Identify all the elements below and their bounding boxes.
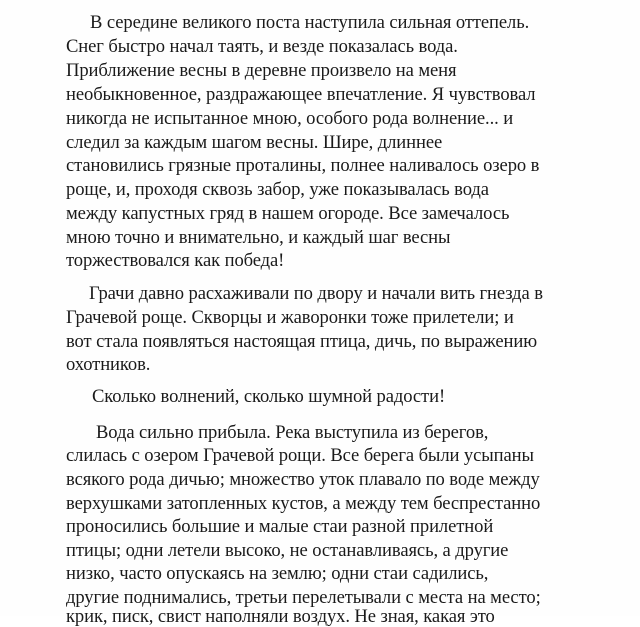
text-line: необыкновенное, раздражающее впечатление. Я чувствовал (66, 84, 536, 105)
text-line: роще, и, проходя сквозь забор, уже показывалась вода (66, 179, 489, 200)
text-line: становились грязные проталины, полнее наливалось озеро в (66, 155, 540, 176)
text-line: вот стала появляться настоящая птица, дичь, по выражению (66, 331, 537, 352)
text-line: следил за каждым шагом весны. Шире, длиннее (66, 132, 443, 153)
text-line: В середине великого поста наступила сильная оттепель. (90, 12, 530, 33)
text-line: Сколько волнений, сколько шумной радости! (92, 386, 446, 407)
text-line: охотников. (66, 354, 151, 375)
text-line: торжествовался как победа! (66, 250, 285, 271)
text-line: слилась с озером Грачевой рощи. Все берега были усыпаны (66, 445, 534, 466)
text-line: птицы; одни летели высоко, не останавливаясь, а другие (66, 540, 509, 561)
text-line: между капустных гряд в нашем огороде. Все замечалось (66, 203, 510, 224)
text-line: проносились большие и малые стаи разной прилетной (66, 516, 494, 537)
text-line: Грачевой роще. Скворцы и жаворонки тоже прилетели; и (66, 307, 514, 328)
text-line: Приближение весны в деревне произвело на меня (66, 60, 457, 81)
text-line: другие поднимались, третьи перелетывали с места на место; (66, 587, 541, 608)
text-line: Вода сильно прибыла. Река выступила из берегов, (96, 422, 489, 443)
text-line: верхушками затопленных кустов, а между тем беспрестанно (66, 493, 541, 514)
text-line: Снег быстро начал таять, и везде показалась вода. (66, 36, 458, 57)
text-line: мною точно и внимательно, и каждый шаг весны (66, 227, 451, 248)
text-line: никогда не испытанное мною, особого рода волнение... и (66, 108, 514, 129)
text-line: низко, часто опускаясь на землю; одни стаи садились, (66, 563, 489, 584)
text-line: крик, писк, свист наполняли воздух. Не зная, какая это (66, 606, 495, 627)
text-line: всякого рода дичью; множество уток плавало по воде между (66, 469, 540, 490)
text-line: Грачи давно расхаживали по двору и начали вить гнезда в (89, 283, 543, 304)
